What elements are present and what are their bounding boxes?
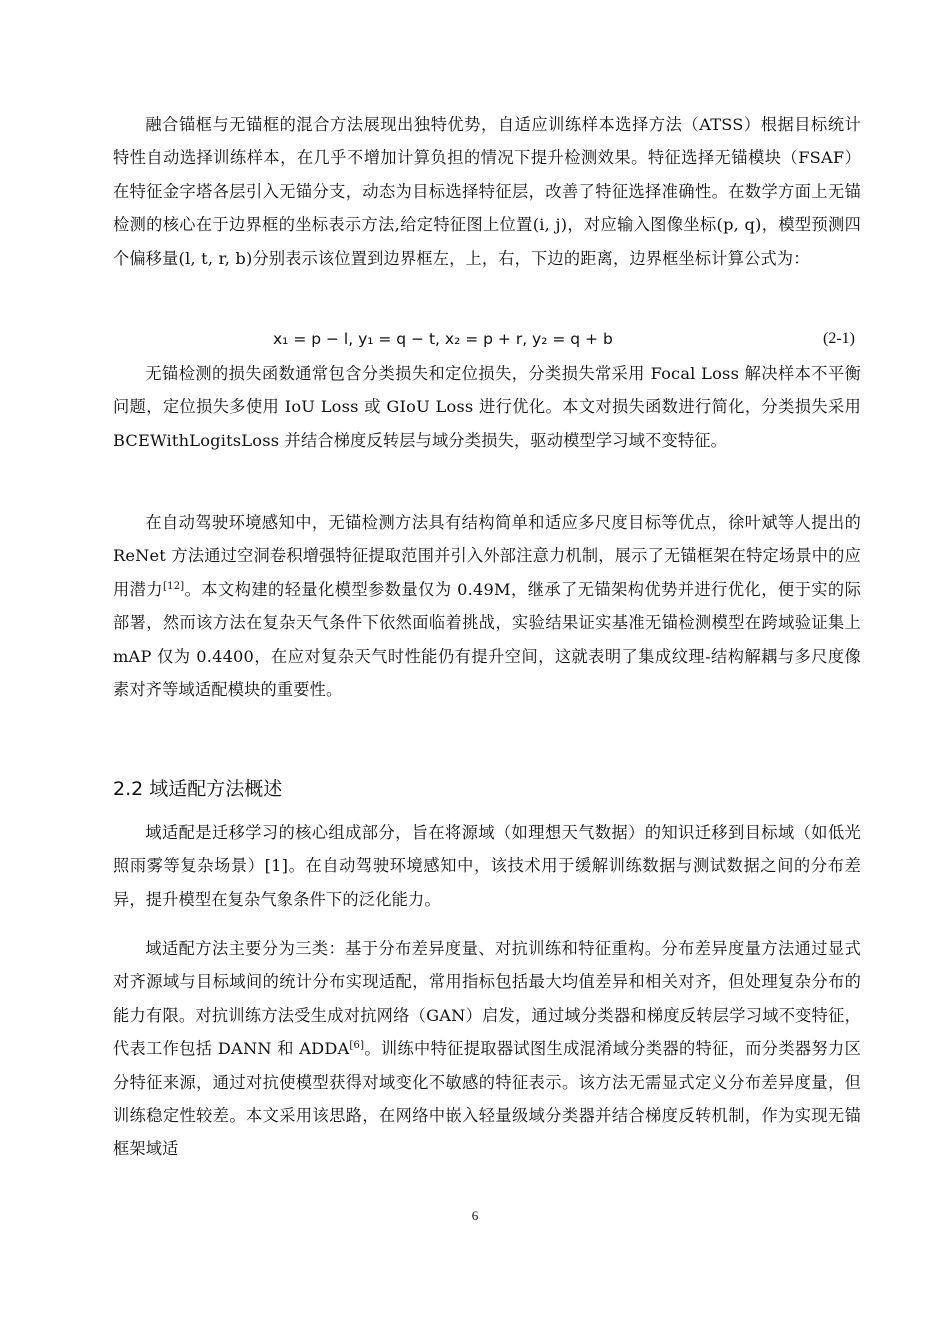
paragraph-autonomous-driving [113,506,861,706]
paragraph-hybrid-methods: 融合锚框与无锚框的混合方法展现出独特优势，自适应训练样本选择方法（ATSS）根据目标统计特性自动选择训练样本，在几乎不增加计算负担的情况下提升检测效果。特征选择无锚模块（FSAF）在特征金字塔各层引入无锚分支，动态为目标选择特征层，改善了特征选择准确性。在数学方面上无锚检测的核心在于边界框的坐标表示方法,给定特征图上位置(i, j)，对应输入图像坐标(p, q)，模型预测四个偏移量(l, t, r, b)分别表示该位置到边界框左，上，右，下边的距离，边界框坐标计算公式为： [113,115,861,268]
paragraph-text: 。本文构建的轻量化模型参数量仅为 0.49M，继承了无锚架构优势并进行优化，便于实的际部署，然而该方法在复杂天气条件下依然面临着挑战，实验结果证实基准无锚检测模型在跨域验证集上 mAP 仅为 0.4400，在应对复杂天气时性能仍有提升空间，这就表明了集成纹理-结构解耦与多尺度像素对齐等域适配模块的重要性。 [113,579,861,700]
paragraph-domain-adaptation-methods [113,932,861,1166]
equation-body: x₁ = p − l, y₁ = q − t, x₂ = p + r, y₂ = q + b [273,330,613,348]
paragraph-domain-adaptation-intro: 域适配是迁移学习的核心组成部分，旨在将源域（如理想天气数据）的知识迁移到目标域（如低光照雨雾等复杂场景）[1]。在自动驾驶环境感知中，该技术用于缓解训练数据与测试数据之间的分布差异，提升模型在复杂气象条件下的泛化能力。 [113,823,861,909]
citation-ref[interactable]: [6] [349,1040,365,1052]
section-heading: 2.2 域适配方法概述 [113,778,283,800]
paragraph-text: 域适配方法主要分为三类：基于分布差异度量、对抗训练和特征重构。分布差异度量方法通过显式对齐源域与目标域间的统计分布实现适配，常用指标包括最大均值差异和相关对齐，但处理复杂分布的能力有限。对抗训练方法受生成对抗网络（GAN）启发，通过域分类器和梯度反转层学习域不变特征，代表工作包括 DANN 和 ADDA [113,939,861,1059]
equation-number: (2-1) [823,330,855,347]
paragraph-text: 在自动驾驶环境感知中，无锚检测方法具有结构简单和适应多尺度目标等优点，徐叶斌等人提出的 ReNet 方法通过空洞卷积增强特征提取范围并引入外部注意力机制，展示了无锚框架在特定场景中的应用潜力 [113,513,861,599]
page-number: 6 [471,1208,479,1223]
equation-2-1 [113,324,861,357]
paragraph-loss-functions: 无锚检测的损失函数通常包含分类损失和定位损失，分类损失常采用 Focal Loss 解决样本不平衡问题，定位损失多使用 IoU Loss 或 GIoU Loss 进行优化。本文对损失函数进行简化，分类损失采用 BCEWithLogitsLoss 并结合梯度反转层与域分类损失，驱动模型学习域不变特征。 [113,364,861,450]
paragraph-text: 。训练中特征提取器试图生成混淆域分类器的特征，而分类器努力区分特征来源，通过对抗使模型获得对域变化不敏感的特征表示。该方法无需显式定义分布差异度量，但训练稳定性较差。本文采用该思路，在网络中嵌入轻量级域分类器并结合梯度反转机制，作为实现无锚框架域适 [113,1039,862,1159]
citation-ref[interactable]: [12] [163,580,185,592]
